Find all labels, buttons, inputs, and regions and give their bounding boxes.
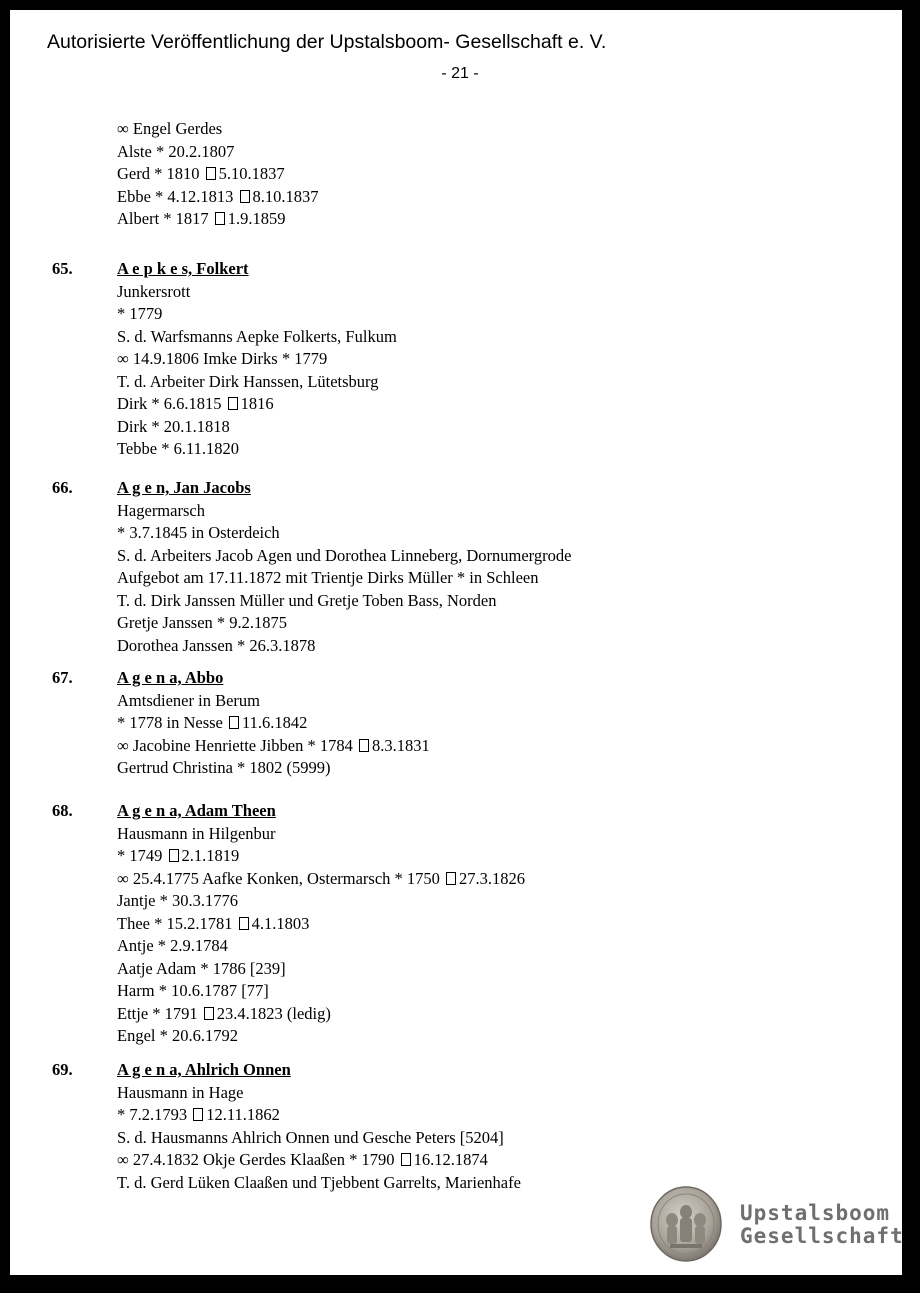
text-line: Dirk * 6.6.1815 1816: [117, 394, 274, 413]
text-line: * 7.2.1793 12.11.1862: [117, 1105, 280, 1124]
text-line: Gerd * 1810 5.10.1837: [117, 164, 285, 183]
text-line: Aatje Adam * 1786 [239]: [117, 958, 286, 978]
continued-entry: [117, 118, 319, 231]
text-line: Dirk * 20.1.1818: [117, 416, 230, 436]
entry-name: A g e n a, Adam Theen: [117, 801, 276, 820]
entry-name: A g e n a, Abbo: [117, 668, 224, 687]
text-line: S. d. Warfsmanns Aepke Folkerts, Fulkum: [117, 326, 397, 346]
death-cross-icon: [169, 849, 179, 862]
death-cross-icon: [228, 397, 238, 410]
text-line: T. d. Dirk Janssen Müller und Gretje Toben Bass, Norden: [117, 590, 497, 610]
entry-number: 65.: [52, 259, 73, 278]
page-number: - 21 -: [441, 65, 479, 82]
text-line: T. d. Arbeiter Dirk Hanssen, Lütetsburg: [117, 371, 379, 391]
death-cross-icon: [204, 1007, 214, 1020]
text-line: Aufgebot am 17.11.1872 mit Trientje Dirks Müller * in Schleen: [117, 568, 539, 587]
society-logo: [648, 1186, 904, 1268]
text-line: Jantje * 30.3.1776: [117, 891, 238, 910]
entry-name: A g e n a, Ahlrich Onnen: [117, 1060, 291, 1079]
text-line: Junkersrott: [117, 281, 191, 301]
text-line: ∞ 27.4.1832 Okje Gerdes Klaaßen * 1790 16.12.1874: [117, 1150, 488, 1169]
text-line: ∞ 25.4.1775 Aafke Konken, Ostermarsch * 1750 27.3.1826: [117, 868, 526, 888]
death-cross-icon: [401, 1153, 411, 1166]
entry-number: 67.: [52, 668, 73, 687]
text-line: Hagermarsch: [117, 500, 205, 520]
text-line: ∞ 14.9.1806 Imke Dirks * 1779: [117, 349, 328, 368]
text-line: S. d. Hausmanns Ahlrich Onnen und Gesche Peters [5204]: [117, 1127, 504, 1147]
text-line: * 1749 2.1.1819: [117, 846, 240, 865]
text-line: Amtsdiener in Berum: [117, 690, 260, 710]
text-line: Tebbe * 6.11.1820: [117, 439, 239, 458]
text-line: Gretje Janssen * 9.2.1875: [117, 613, 288, 632]
entry-number: 68.: [52, 801, 73, 820]
text-line: Alste * 20.2.1807: [117, 141, 235, 161]
death-cross-icon: [240, 190, 250, 203]
text-line: * 1778 in Nesse 11.6.1842: [117, 713, 308, 732]
logo-wordmark: [740, 1202, 904, 1248]
text-line: Gertrud Christina * 1802 (5999): [117, 758, 331, 777]
text-line: Engel * 20.6.1792: [117, 1026, 238, 1045]
text-line: * 3.7.1845 in Osterdeich: [117, 523, 280, 542]
death-cross-icon: [206, 167, 216, 180]
text-line: Ebbe * 4.12.1813 8.10.1837: [117, 186, 319, 206]
text-line: S. d. Arbeiters Jacob Agen und Dorothea Linneberg, Dornumergrode: [117, 545, 572, 565]
entry-name: A e p k e s, Folkert: [117, 259, 249, 278]
text-line: ∞ Jacobine Henriette Jibben * 1784 8.3.1831: [117, 735, 430, 755]
text-line: Ettje * 1791 23.4.1823 (ledig): [117, 1003, 331, 1023]
text-line: ∞ Engel Gerdes: [117, 119, 223, 138]
death-cross-icon: [359, 739, 369, 752]
entry-number: 66.: [52, 478, 73, 497]
text-line: Thee * 15.2.1781 4.1.1803: [117, 913, 310, 933]
logo-line-1: Upstalsboom: [740, 1201, 891, 1225]
text-line: Antje * 2.9.1784: [117, 936, 228, 955]
entry-name: A g e n, Jan Jacobs: [117, 478, 251, 497]
text-line: Dorothea Janssen * 26.3.1878: [117, 635, 316, 655]
text-line: Hausmann in Hage: [117, 1082, 244, 1102]
publication-header: Autorisierte Veröffentlichung der Upstalsboom- Gesellschaft e. V.: [47, 31, 607, 53]
death-cross-icon: [229, 716, 239, 729]
entry-number: 69.: [52, 1060, 73, 1079]
text-line: Albert * 1817 1.9.1859: [117, 209, 286, 228]
text-line: * 1779: [117, 304, 163, 323]
death-cross-icon: [239, 917, 249, 930]
text-line: Hausmann in Hilgenbur: [117, 823, 276, 843]
death-cross-icon: [446, 872, 456, 885]
text-line: Harm * 10.6.1787 [77]: [117, 981, 269, 1000]
death-cross-icon: [193, 1108, 203, 1121]
text-line: T. d. Gerd Lüken Claaßen und Tjebbent Garrelts, Marienhafe: [117, 1172, 521, 1192]
logo-line-2: Gesellschaft: [740, 1224, 904, 1248]
death-cross-icon: [215, 212, 225, 225]
seal-icon: [650, 1186, 722, 1262]
